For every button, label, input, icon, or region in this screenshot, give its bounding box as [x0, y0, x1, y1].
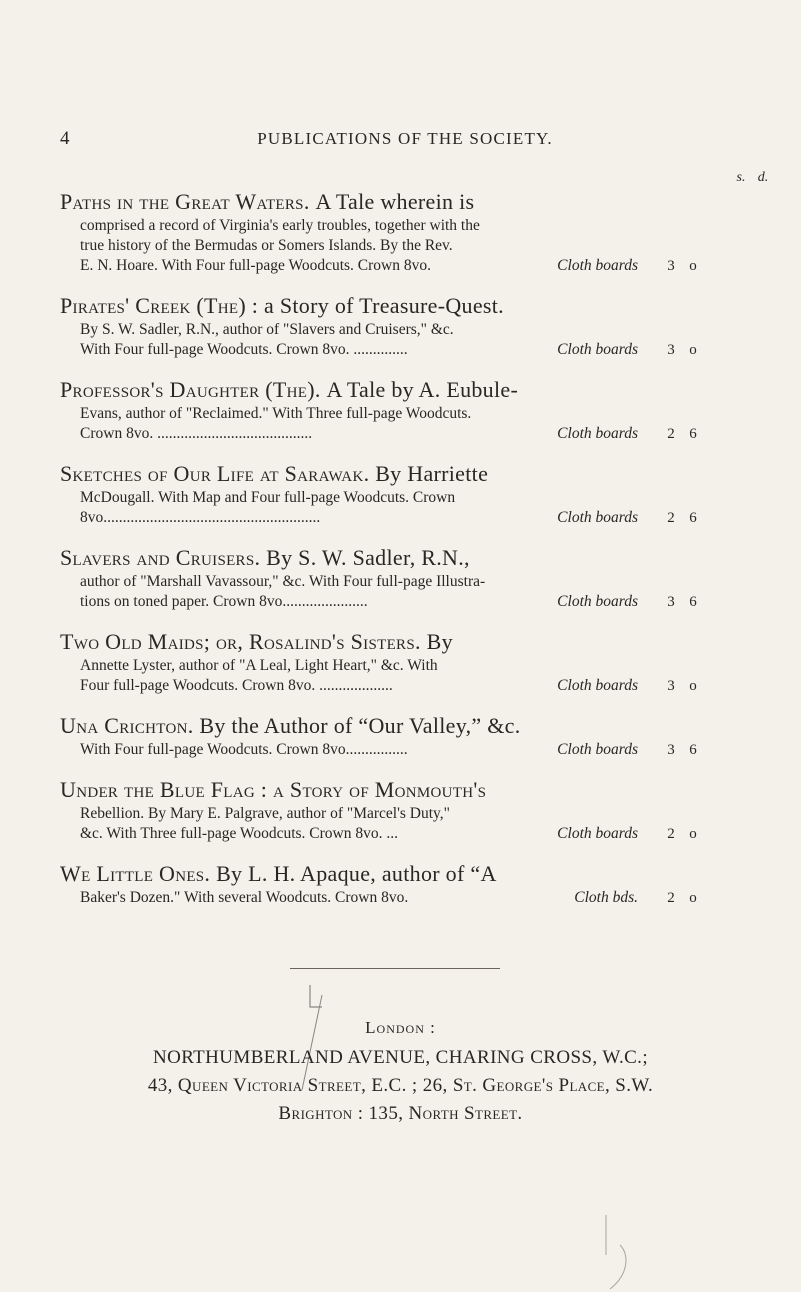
entry-title-rest: By L. H. Apaque, author of “A [216, 861, 497, 886]
colophon-line-3: Brighton : 135, North Street. [278, 1103, 523, 1124]
entry-binding-line [60, 740, 720, 760]
divider-rule [290, 968, 500, 969]
entry-title-rest: By the Author of “Our Valley,” &c. [199, 713, 521, 738]
entry-binding: Cloth boards [557, 677, 638, 694]
entry-title-rest: A Tale by A. Eubule- [326, 377, 519, 402]
entry-description-line [60, 320, 720, 340]
entry-title-line [60, 376, 801, 404]
entry-binding-line [60, 424, 720, 444]
colophon-line-1: NORTHUMBERLAND AVENUE, CHARING CROSS, W.C.; [153, 1047, 648, 1068]
entry-title: We Little Ones. [60, 861, 211, 886]
entry-description-line [60, 216, 720, 236]
entry-price [660, 676, 720, 696]
colophon-line-2: 43, Queen Victoria Street, E.C. ; 26, St. George's Place, S.W. [147, 1075, 654, 1096]
entry-price [660, 824, 720, 844]
entry-title: Two Old Maids; or, Rosalind's Sisters. [60, 629, 421, 654]
entry-description-text: McDougall. With Map and Four full-page Woodcuts. Crown [80, 489, 456, 506]
colophon-london: London : [365, 1018, 436, 1037]
catalogue-entries [60, 188, 801, 924]
entry-binding: Cloth boards [557, 257, 638, 274]
price-shillings: 2 [667, 890, 675, 906]
entry-title: Sketches of Our Life at Sarawak. [60, 461, 370, 486]
entry-binding-line [60, 676, 720, 696]
pencil-scribble-icon [600, 1215, 640, 1290]
entry-description-text: Rebellion. By Mary E. Palgrave, author of "Marcel's Duty," [80, 805, 450, 822]
entry-title-line [60, 544, 801, 572]
entry-description-text: By S. W. Sadler, R.N., author of "Slavers and Cruisers," &c. [80, 321, 454, 338]
entry-description-line [60, 236, 720, 256]
entry-binding: Cloth boards [557, 593, 638, 610]
entry-price [660, 740, 720, 760]
entry-binding-line [60, 508, 720, 528]
price-column-heads [730, 170, 774, 186]
price-pence: 6 [689, 426, 697, 442]
entry-description-text: Crown 8vo. ........................................ [80, 425, 313, 442]
entry-binding: Cloth boards [557, 741, 638, 758]
entry-title: Professor's Daughter (The). [60, 377, 321, 402]
entry-title-rest: By S. W. Sadler, R.N., [266, 545, 470, 570]
entry-description-line [60, 572, 720, 592]
price-shillings: 2 [667, 826, 675, 842]
entry-binding-line [60, 256, 720, 276]
running-head: PUBLICATIONS OF THE SOCIETY. [257, 129, 553, 148]
entry-title-rest: a Story of Treasure-Quest. [263, 293, 504, 318]
entry-description-text: Evans, author of "Reclaimed." With Three full-page Woodcuts. [80, 405, 472, 422]
catalogue-entry [60, 776, 801, 844]
entry-price [660, 508, 720, 528]
catalogue-entry [60, 292, 801, 360]
entry-description-line [60, 488, 720, 508]
entry-price [660, 888, 720, 908]
entry-description-text: &c. With Three full-page Woodcuts. Crown 8vo. ... [80, 825, 398, 842]
entry-description-text: Baker's Dozen." With several Woodcuts. Crown 8vo. [80, 889, 409, 906]
entry-title: Slavers and Cruisers. [60, 545, 261, 570]
price-pence: 6 [689, 510, 697, 526]
price-shillings: 2 [667, 510, 675, 526]
entry-price [660, 424, 720, 444]
pence-head: d. [757, 170, 769, 185]
entry-title-line [60, 860, 801, 888]
entry-title: Paths in the Great Waters. [60, 189, 310, 214]
price-shillings: 3 [667, 342, 675, 358]
entry-binding: Cloth boards [557, 425, 638, 442]
price-pence: o [689, 826, 697, 842]
price-shillings: 3 [667, 594, 675, 610]
entry-title-line [60, 460, 801, 488]
catalogue-entry [60, 712, 801, 760]
entry-price [660, 256, 720, 276]
entry-title-line [60, 712, 801, 740]
entry-title-rest: By Harriette [375, 461, 489, 486]
entry-binding: Cloth boards [557, 341, 638, 358]
entry-title: Pirates' Creek (The) : [60, 293, 259, 318]
entry-title-rest: A Tale wherein is [315, 189, 475, 214]
entry-description-text: Annette Lyster, author of "A Leal, Light Heart," &c. With [80, 657, 438, 674]
price-pence: o [689, 342, 697, 358]
entry-price [660, 592, 720, 612]
entry-binding-line [60, 888, 720, 908]
entry-description-text: With Four full-page Woodcuts. Crown 8vo. .............. [80, 341, 408, 358]
page-header [60, 128, 750, 158]
catalogue-entry [60, 544, 801, 612]
entry-description-text: Four full-page Woodcuts. Crown 8vo. ................... [80, 677, 393, 694]
entry-title: Under the Blue Flag : a Story of Monmouth's [60, 777, 487, 802]
entry-title-line [60, 628, 801, 656]
page-number: 4 [60, 128, 70, 149]
entry-binding-line [60, 824, 720, 844]
price-pence: o [689, 258, 697, 274]
entry-binding: Cloth bds. [574, 889, 638, 906]
colophon [0, 1018, 801, 1128]
entry-binding-line [60, 592, 720, 612]
catalogue-entry [60, 376, 801, 444]
entry-binding: Cloth boards [557, 509, 638, 526]
catalogue-entry [60, 188, 801, 276]
entry-description-text: tions on toned paper. Crown 8vo...................... [80, 593, 368, 610]
catalogue-entry [60, 460, 801, 528]
entry-binding-line [60, 340, 720, 360]
entry-title-rest: By [426, 629, 453, 654]
price-shillings: 3 [667, 258, 675, 274]
entry-title: Una Crichton. [60, 713, 194, 738]
catalogue-entry [60, 860, 801, 908]
entry-description-text: E. N. Hoare. With Four full-page Woodcuts. Crown 8vo. [80, 257, 431, 274]
entry-description-line [60, 404, 720, 424]
entry-description-text: true history of the Bermudas or Somers Islands. By the Rev. [80, 237, 453, 254]
entry-title-line [60, 188, 801, 216]
entry-title-line [60, 776, 801, 804]
price-pence: 6 [689, 594, 697, 610]
shillings-head: s. [736, 170, 746, 185]
entry-description-text: comprised a record of Virginia's early troubles, together with the [80, 217, 480, 234]
entry-title-line [60, 292, 801, 320]
price-shillings: 2 [667, 426, 675, 442]
entry-price [660, 340, 720, 360]
price-pence: o [689, 890, 697, 906]
entry-binding: Cloth boards [557, 825, 638, 842]
price-pence: 6 [689, 742, 697, 758]
entry-description-line [60, 656, 720, 676]
entry-description-text: With Four full-page Woodcuts. Crown 8vo................ [80, 741, 408, 758]
entry-description-text: 8vo........................................................ [80, 509, 321, 526]
price-pence: o [689, 678, 697, 694]
price-shillings: 3 [667, 742, 675, 758]
entry-description-text: author of "Marshall Vavassour," &c. With Four full-page Illustra- [80, 573, 486, 590]
entry-description-line [60, 804, 720, 824]
price-shillings: 3 [667, 678, 675, 694]
catalogue-entry [60, 628, 801, 696]
